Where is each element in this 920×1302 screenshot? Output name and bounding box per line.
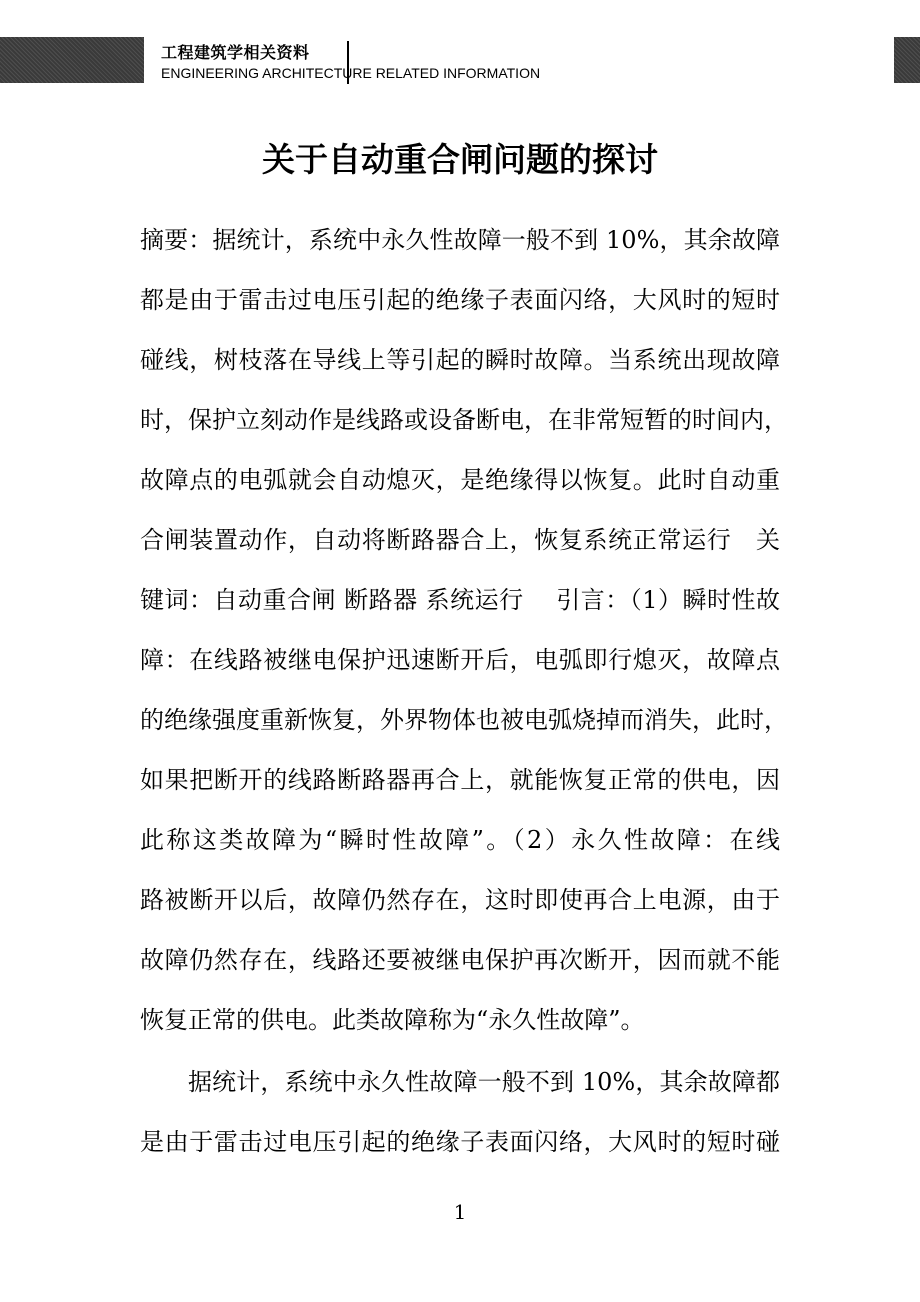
header-decoration-left	[0, 37, 144, 83]
text-line: 据统计，系统中永久性故障一般不到 10%，其余故障都	[188, 1068, 780, 1096]
text-line: 碰线，树枝落在导线上等引起的瞬时故障。当系统出现故障	[140, 346, 780, 374]
text-line: 恢复正常的供电。此类故障称为“永久性故障”。	[140, 1006, 645, 1034]
text-line: 键词：自动重合闸 断路器 系统运行 引言：（1）瞬时性故	[140, 586, 780, 614]
text-line: 障：在线路被继电保护迅速断开后，电弧即行熄灭，故障点	[140, 646, 780, 674]
text-line: 路被断开以后，故障仍然存在，这时即使再合上电源，由于	[140, 886, 780, 914]
text-line: 都是由于雷击过电压引起的绝缘子表面闪络，大风时的短时	[140, 286, 780, 314]
text-line: 此称这类故障为“瞬时性故障”。（2）永久性故障：在线	[140, 826, 780, 854]
text-line: 如果把断开的线路断路器再合上，就能恢复正常的供电，因	[140, 766, 780, 794]
text-line: 故障仍然存在，线路还要被继电保护再次断开，因而就不能	[140, 946, 780, 974]
page-number: 1	[453, 1200, 467, 1224]
text-line: 摘要：据统计，系统中永久性故障一般不到 10%，其余故障	[140, 226, 780, 254]
header-title-en: ENGINEERING ARCHITECTURE RELATED INFORMATION	[161, 65, 541, 81]
text-line: 故障点的电弧就会自动熄灭，是绝缘得以恢复。此时自动重	[140, 466, 780, 494]
header-title-cn: 工程建筑学相关资料	[161, 43, 310, 62]
document-title: 关于自动重合闸问题的探讨	[262, 140, 658, 179]
text-line: 合闸装置动作，自动将断路器合上，恢复系统正常运行 关	[140, 526, 780, 554]
text-line: 是由于雷击过电压引起的绝缘子表面闪络，大风时的短时碰	[140, 1128, 780, 1156]
text-line: 的绝缘强度重新恢复，外界物体也被电弧烧掉而消失，此时，	[140, 706, 788, 734]
header-decoration-right	[894, 37, 920, 83]
text-line: 时，保护立刻动作是线路或设备断电，在非常短暂的时间内，	[140, 406, 788, 434]
